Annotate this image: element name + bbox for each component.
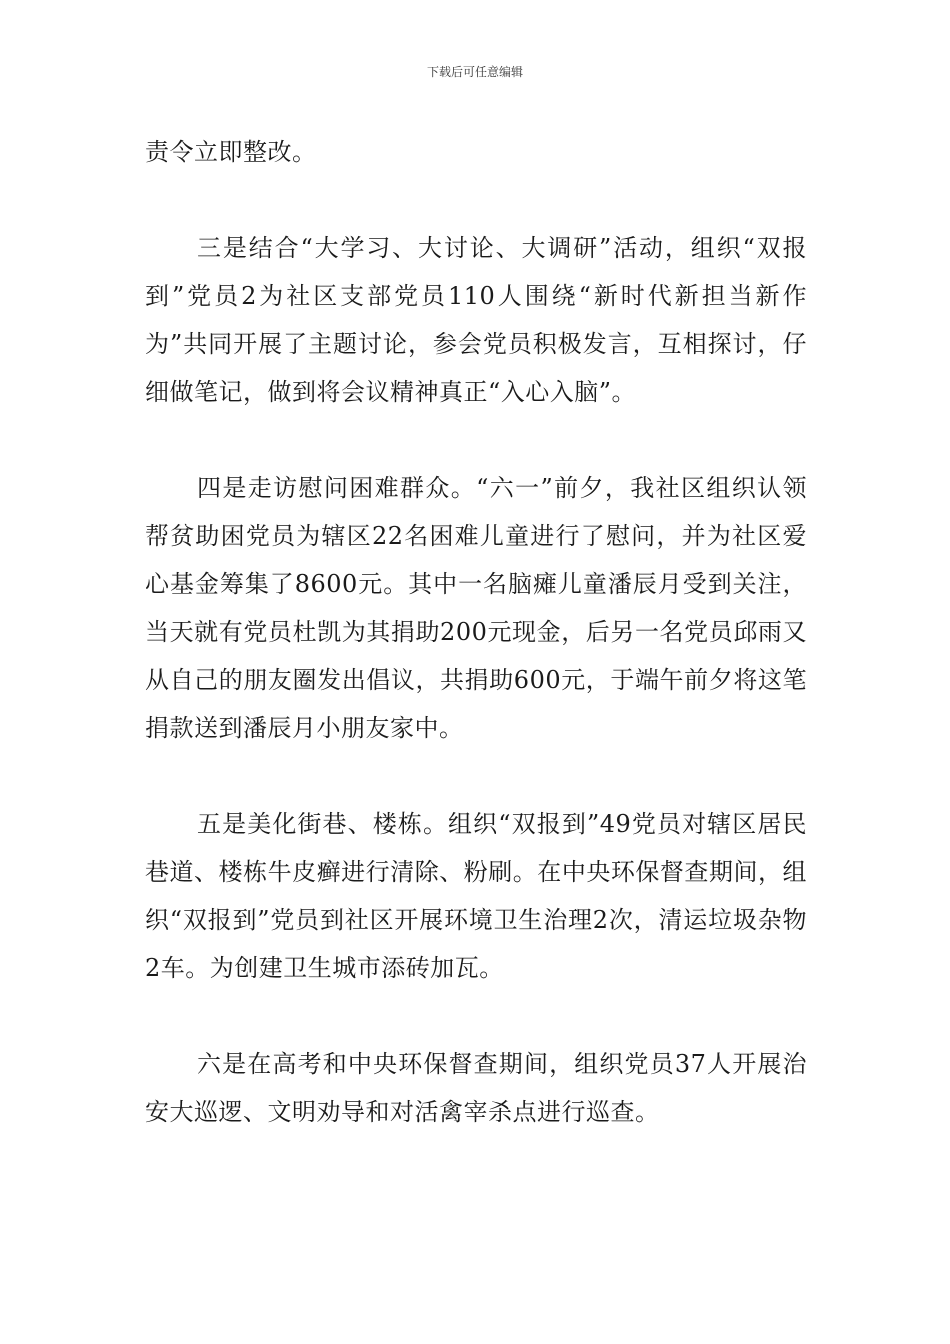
paragraph-spacer [145,416,807,464]
paragraph-spacer [145,752,807,800]
paragraph-item-3: 三是结合“大学习、大讨论、大调研”活动，组织“双报到”党员2为社区支部党员110人围绕“新时代新担当新作为”共同开展了主题讨论，参会党员积极发言，互相探讨，仔细做笔记，做到将会议精神真正“入心入脑”。 [145,234,807,406]
document-body [145,128,807,1136]
paragraph-item-4: 四是走访慰问困难群众。“六一”前夕，我社区组织认领帮贫助困党员为辖区22名困难儿童进行了慰问，并为社区爱心基金筹集了8600元。其中一名脑瘫儿童潘辰月受到关注，当天就有党员杜凯为其捐助200元现金，后另一名党员邱雨又从自己的朋友圈发出倡议，共捐助600元，于端午前夕将这笔捐款送到潘辰月小朋友家中。 [145,474,807,742]
paragraph-item-5: 五是美化街巷、楼栋。组织“双报到”49党员对辖区居民巷道、楼栋牛皮癣进行清除、粉刷。在中央环保督查期间，组织“双报到”党员到社区开展环境卫生治理2次，清运垃圾杂物2车。为创建卫生城市添砖加瓦。 [145,810,807,982]
paragraph-spacer [145,176,807,224]
paragraph-continuation: 责令立即整改。 [145,138,317,166]
paragraph-spacer [145,992,807,1040]
paragraph-item-6: 六是在高考和中央环保督查期间，组织党员37人开展治安大巡逻、文明劝导和对活禽宰杀点进行巡查。 [145,1050,807,1126]
page-header-note: 下载后可任意编辑 [426,65,523,79]
